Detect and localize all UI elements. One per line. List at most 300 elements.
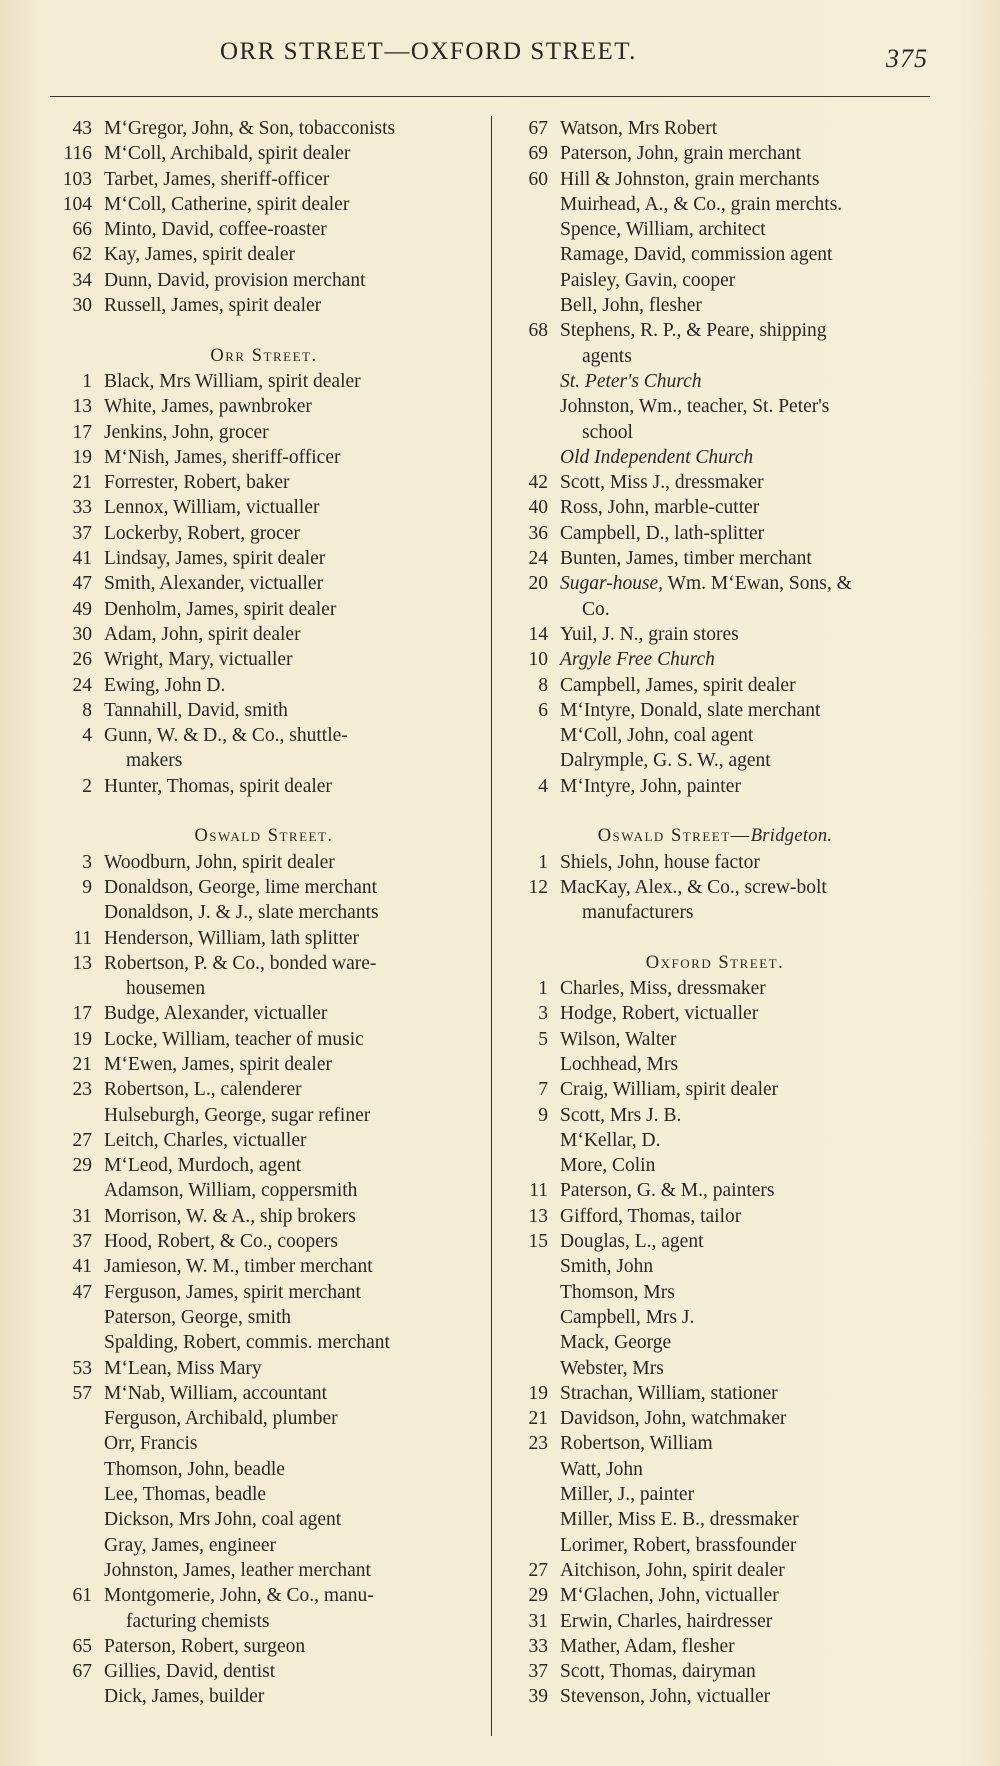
entry-text: Robertson, William	[560, 1433, 713, 1455]
entry-text: Paterson, John, grain merchant	[560, 143, 801, 165]
house-number: 40	[528, 497, 548, 519]
entry-text: M‘Leod, Murdoch, agent	[104, 1155, 302, 1177]
entry-text: M‘Kellar, D.	[560, 1129, 661, 1151]
street-heading	[500, 951, 930, 976]
entry-text: Thomson, John, beadle	[104, 1458, 285, 1480]
entry-text: Spalding, Robert, commis. merchant	[104, 1332, 390, 1354]
directory-entry	[500, 1507, 930, 1532]
entry-text: Denholm, James, spirit dealer	[104, 598, 337, 620]
house-number: 30	[72, 623, 92, 645]
directory-entry	[500, 1684, 930, 1709]
house-number: 34	[72, 269, 92, 291]
house-number: 21	[72, 472, 92, 494]
directory-entry	[44, 1431, 484, 1456]
house-number: 47	[72, 573, 92, 595]
house-number: 33	[72, 497, 92, 519]
house-number: 4	[538, 775, 548, 797]
entry-text: Scott, Miss J., dressmaker	[560, 472, 764, 494]
house-number: 27	[72, 1129, 92, 1151]
entry-text: Charles, Miss, dressmaker	[560, 978, 766, 1000]
directory-entry	[44, 1178, 484, 1203]
house-number: 65	[72, 1635, 92, 1657]
house-number: 13	[72, 396, 92, 418]
entry-text: Orr, Francis	[104, 1433, 198, 1455]
entry-text: Paisley, Gavin, cooper	[560, 269, 736, 291]
street-heading	[44, 824, 484, 849]
directory-entry	[500, 1280, 930, 1305]
house-number: 66	[72, 219, 92, 241]
directory-entry	[44, 116, 484, 141]
house-number: 67	[72, 1661, 92, 1683]
entry-text: M‘Glachen, John, victualler	[560, 1585, 779, 1607]
street-heading-text: Oxford Street.	[645, 952, 785, 973]
entry-text: Hood, Robert, & Co., coopers	[104, 1231, 338, 1253]
entry-text: Dickson, Mrs John, coal agent	[104, 1509, 342, 1531]
house-number: 11	[73, 927, 92, 949]
entry-text: Hill & Johnston, grain merchants	[560, 168, 820, 190]
header-rule	[50, 96, 930, 97]
entry-text: Aitchison, John, spirit dealer	[560, 1559, 785, 1581]
house-number: 14	[528, 623, 548, 645]
entry-text: Lochhead, Mrs	[560, 1053, 679, 1075]
directory-entry	[44, 495, 484, 520]
directory-entry	[44, 369, 484, 394]
entry-continuation	[500, 597, 930, 622]
entry-continuation	[44, 1609, 484, 1634]
entry-text: Ross, John, marble-cutter	[560, 497, 760, 519]
directory-entry	[44, 571, 484, 596]
entry-text: Campbell, James, spirit dealer	[560, 674, 796, 696]
directory-entry	[500, 1457, 930, 1482]
directory-entry	[44, 470, 484, 495]
entry-text: Bell, John, flesher	[560, 295, 702, 317]
directory-entry	[500, 167, 930, 192]
directory-entry	[44, 394, 484, 419]
entry-text: Ferguson, James, spirit merchant	[104, 1281, 361, 1303]
entry-text: Lindsay, James, spirit dealer	[104, 548, 326, 570]
entry-text: Gray, James, engineer	[104, 1534, 276, 1556]
entry-text: Budge, Alexander, victualler	[104, 1003, 328, 1025]
entry-text: Montgomerie, John, & Co., manu-	[104, 1585, 374, 1607]
entry-text: school	[582, 421, 633, 443]
house-number: 21	[528, 1408, 548, 1430]
entry-text: Ramage, David, commission agent	[560, 244, 833, 266]
directory-entry	[44, 1659, 484, 1684]
entry-text: Miller, Miss E. B., dressmaker	[560, 1509, 799, 1531]
entry-text: Wilson, Walter	[560, 1028, 677, 1050]
directory-entry	[44, 1684, 484, 1709]
house-number: 41	[72, 1256, 92, 1278]
house-number: 27	[528, 1559, 548, 1581]
house-number: 8	[538, 674, 548, 696]
directory-entry	[44, 1103, 484, 1128]
directory-entry	[500, 521, 930, 546]
entry-text: Mather, Adam, flesher	[560, 1635, 735, 1657]
entry-text: Hunter, Thomas, spirit dealer	[104, 775, 332, 797]
house-number: 57	[72, 1382, 92, 1404]
entry-text: manufacturers	[582, 902, 694, 924]
directory-entry	[500, 1052, 930, 1077]
blank-line	[500, 926, 930, 951]
directory-entry	[44, 268, 484, 293]
entry-continuation	[500, 344, 930, 369]
entry-text: Robertson, P. & Co., bonded ware-	[104, 952, 377, 974]
directory-entry	[500, 495, 930, 520]
directory-entry	[44, 1381, 484, 1406]
entry-text: Ferguson, Archibald, plumber	[104, 1408, 338, 1430]
house-number: 23	[72, 1079, 92, 1101]
entry-text: Miller, J., painter	[560, 1484, 695, 1506]
directory-entry	[500, 1229, 930, 1254]
entry-text: Adamson, William, coppersmith	[104, 1180, 358, 1202]
directory-entry	[500, 192, 930, 217]
directory-entry	[500, 1254, 930, 1279]
house-number: 31	[72, 1205, 92, 1227]
house-number: 29	[528, 1585, 548, 1607]
house-number: 9	[82, 876, 92, 898]
entry-text: Black, Mrs William, spirit dealer	[104, 370, 361, 392]
house-number: 39	[528, 1686, 548, 1708]
entry-text: agents	[582, 345, 632, 367]
house-number: 43	[72, 118, 92, 139]
directory-entry	[500, 217, 930, 242]
house-number: 33	[528, 1635, 548, 1657]
entry-text: St. Peter's Church	[560, 370, 702, 392]
house-number: 19	[72, 446, 92, 468]
house-number: 20	[528, 573, 548, 595]
house-number: 8	[82, 699, 92, 721]
house-number: 19	[528, 1382, 548, 1404]
directory-entry	[44, 1229, 484, 1254]
directory-entry	[500, 723, 930, 748]
entry-text: Erwin, Charles, hairdresser	[560, 1610, 773, 1632]
directory-entry	[44, 1406, 484, 1431]
directory-entry	[500, 470, 930, 495]
house-number: 30	[72, 295, 92, 317]
entry-text: Argyle Free Church	[560, 649, 715, 671]
entry-text: Gunn, W. & D., & Co., shuttle-	[104, 725, 348, 747]
entry-text: Wright, Mary, victualler	[104, 649, 293, 671]
entry-text: Johnston, James, leather merchant	[104, 1559, 371, 1581]
entry-text: Lockerby, Robert, grocer	[104, 522, 300, 544]
house-number: 19	[72, 1028, 92, 1050]
house-number: 47	[72, 1281, 92, 1303]
directory-entry	[500, 1533, 930, 1558]
house-number: 17	[72, 1003, 92, 1025]
house-number: 17	[72, 421, 92, 443]
entry-text: Gillies, David, dentist	[104, 1661, 276, 1683]
entry-continuation	[500, 420, 930, 445]
entry-text: M‘Lean, Miss Mary	[104, 1357, 262, 1379]
house-number: 37	[72, 522, 92, 544]
house-number: 4	[82, 725, 92, 747]
page-header	[0, 38, 1000, 82]
entry-text: Hulseburgh, George, sugar refiner	[104, 1104, 371, 1126]
directory-entry	[44, 192, 484, 217]
directory-entry	[500, 875, 930, 900]
directory-entry	[500, 1431, 930, 1456]
directory-entry	[44, 875, 484, 900]
directory-entry	[500, 647, 930, 672]
directory-entry	[500, 1558, 930, 1583]
house-number: 67	[528, 118, 548, 139]
house-number: 37	[528, 1661, 548, 1683]
house-number: 103	[62, 168, 92, 190]
entry-text: Muirhead, A., & Co., grain merchts.	[560, 193, 843, 215]
directory-entry	[44, 951, 484, 976]
entry-text: Woodburn, John, spirit dealer	[104, 851, 335, 873]
entry-text: Tannahill, David, smith	[104, 699, 288, 721]
directory-entry	[500, 1103, 930, 1128]
entry-text: Watson, Mrs Robert	[560, 118, 718, 139]
entry-text: Jenkins, John, grocer	[104, 421, 269, 443]
entry-text: Henderson, William, lath splitter	[104, 927, 360, 949]
entry-text: Russell, James, spirit dealer	[104, 295, 322, 317]
directory-entry	[44, 1583, 484, 1608]
entry-text: M‘Coll, Catherine, spirit dealer	[104, 193, 350, 215]
directory-entry	[44, 723, 484, 748]
house-number: 24	[72, 674, 92, 696]
blank-line	[44, 799, 484, 824]
house-number: 53	[72, 1357, 92, 1379]
directory-entry	[44, 850, 484, 875]
house-number: 68	[528, 320, 548, 342]
directory-entry	[44, 167, 484, 192]
directory-entry	[500, 1634, 930, 1659]
directory-entry	[500, 141, 930, 166]
directory-entry	[500, 1356, 930, 1381]
directory-entry	[500, 268, 930, 293]
directory-entry	[44, 774, 484, 799]
street-heading-text: Orr Street.	[210, 345, 318, 366]
entry-text: housemen	[126, 978, 206, 1000]
street-heading-subtitle: Bridgeton.	[750, 826, 833, 847]
directory-entry	[44, 1305, 484, 1330]
entry-text: Webster, Mrs	[560, 1357, 664, 1379]
entry-text: Robertson, L., calenderer	[104, 1079, 302, 1101]
entry-text: Thomson, Mrs	[560, 1281, 675, 1303]
entry-continuation	[44, 748, 484, 773]
house-number: 21	[72, 1053, 92, 1075]
entry-text: Shiels, John, house factor	[560, 851, 760, 873]
entry-text: M‘Intyre, Donald, slate merchant	[560, 699, 821, 721]
directory-entry	[44, 1634, 484, 1659]
house-number: 36	[528, 522, 548, 544]
entry-text: makers	[126, 750, 183, 772]
entry-text: Sugar-house, Wm. M‘Ewan, Sons, &	[560, 573, 852, 595]
directory-entry	[500, 1330, 930, 1355]
entry-text: M‘Intyre, John, painter	[560, 775, 741, 797]
directory-entry	[500, 1305, 930, 1330]
house-number: 49	[72, 598, 92, 620]
house-number: 31	[528, 1610, 548, 1632]
house-number: 13	[72, 952, 92, 974]
entry-text: Lennox, William, victualler	[104, 497, 320, 519]
entry-text: M‘Nab, William, accountant	[104, 1382, 328, 1404]
directory-entry	[500, 116, 930, 141]
directory-entry	[500, 1583, 930, 1608]
directory-entry	[44, 1052, 484, 1077]
house-number: 10	[528, 649, 548, 671]
house-number: 61	[72, 1585, 92, 1607]
entry-text: Yuil, J. N., grain stores	[560, 623, 739, 645]
entry-text: More, Colin	[560, 1155, 656, 1177]
directory-entry	[500, 1077, 930, 1102]
directory-entry	[44, 1153, 484, 1178]
entry-text: Leitch, Charles, victualler	[104, 1129, 307, 1151]
house-number: 104	[62, 193, 92, 215]
entry-text: Lorimer, Robert, brassfounder	[560, 1534, 797, 1556]
house-number: 3	[538, 1003, 548, 1025]
directory-entry	[44, 900, 484, 925]
entry-text: Spence, William, architect	[560, 219, 766, 241]
house-number: 60	[528, 168, 548, 190]
street-heading-text: Oswald Street—	[597, 826, 751, 847]
entry-text: Smith, Alexander, victualler	[104, 573, 324, 595]
entry-text: Johnston, Wm., teacher, St. Peter's	[560, 396, 830, 418]
directory-entry	[500, 445, 930, 470]
directory-entry	[500, 293, 930, 318]
entry-text: Stevenson, John, victualler	[560, 1686, 771, 1708]
directory-entry	[44, 622, 484, 647]
directory-entry	[44, 217, 484, 242]
directory-entry	[44, 1482, 484, 1507]
house-number: 62	[72, 244, 92, 266]
entry-text: Paterson, George, smith	[104, 1306, 292, 1328]
entry-text: Douglas, L., agent	[560, 1231, 704, 1253]
directory-entry	[44, 445, 484, 470]
entry-text: Locke, William, teacher of music	[104, 1028, 364, 1050]
directory-entry	[500, 1406, 930, 1431]
directory-entry	[500, 1178, 930, 1203]
entry-text: MacKay, Alex., & Co., screw-bolt	[560, 876, 827, 898]
entry-text: M‘Coll, Archibald, spirit dealer	[104, 143, 351, 165]
house-number: 11	[529, 1180, 548, 1202]
directory-entry	[500, 1153, 930, 1178]
directory-entry	[44, 1128, 484, 1153]
entry-text: Dalrymple, G. S. W., agent	[560, 750, 771, 772]
house-number: 12	[528, 876, 548, 898]
directory-entry	[44, 1558, 484, 1583]
blank-line	[44, 318, 484, 343]
house-number: 116	[63, 143, 92, 165]
entry-text: Donaldson, George, lime merchant	[104, 876, 378, 898]
left-column	[44, 116, 484, 1710]
entry-text: Stephens, R. P., & Peare, shipping	[560, 320, 827, 342]
entry-text: Ewing, John D.	[104, 674, 226, 696]
entry-text: Dick, James, builder	[104, 1686, 265, 1708]
directory-entry	[44, 546, 484, 571]
entry-text: Craig, William, spirit dealer	[560, 1079, 779, 1101]
entry-text: Hodge, Robert, victualler	[560, 1003, 759, 1025]
street-heading-text: Oswald Street.	[194, 826, 334, 847]
entry-text: Davidson, John, watchmaker	[560, 1408, 787, 1430]
directory-entry	[500, 622, 930, 647]
house-number: 24	[528, 548, 548, 570]
directory-entry	[500, 369, 930, 394]
entry-continuation	[44, 976, 484, 1001]
house-number: 23	[528, 1433, 548, 1455]
entry-text: Mack, George	[560, 1332, 672, 1354]
entry-text: Donaldson, J. & J., slate merchants	[104, 902, 379, 924]
directory-entry	[500, 1001, 930, 1026]
entry-text: Morrison, W. & A., ship brokers	[104, 1205, 356, 1227]
entry-text: Bunten, James, timber merchant	[560, 548, 812, 570]
directory-entry	[44, 597, 484, 622]
entry-text: Kay, James, spirit dealer	[104, 244, 295, 266]
directory-entry	[44, 673, 484, 698]
house-number: 7	[538, 1079, 548, 1101]
directory-entry	[44, 1204, 484, 1229]
directory-entry	[500, 1027, 930, 1052]
entry-text: Forrester, Robert, baker	[104, 472, 290, 494]
directory-entry	[500, 571, 930, 596]
directory-entry	[500, 976, 930, 1001]
directory-entry	[44, 1533, 484, 1558]
entry-continuation	[500, 900, 930, 925]
street-heading	[500, 824, 930, 849]
house-number: 3	[82, 851, 92, 873]
entry-text: facturing chemists	[126, 1610, 270, 1632]
directory-entry	[44, 1280, 484, 1305]
directory-entry	[500, 850, 930, 875]
directory-entry	[44, 1254, 484, 1279]
street-heading	[44, 344, 484, 369]
directory-entry	[44, 141, 484, 166]
entry-text: M‘Ewen, James, spirit dealer	[104, 1053, 332, 1075]
house-number: 13	[528, 1205, 548, 1227]
entry-text: Watt, John	[560, 1458, 643, 1480]
directory-entry	[500, 1128, 930, 1153]
entry-text: M‘Gregor, John, & Son, tobacconists	[104, 118, 396, 139]
directory-entry	[44, 1507, 484, 1532]
entry-text: Campbell, Mrs J.	[560, 1306, 695, 1328]
house-number: 5	[538, 1028, 548, 1050]
directory-entry	[500, 318, 930, 343]
entry-text: Paterson, Robert, surgeon	[104, 1635, 306, 1657]
directory-entry	[44, 521, 484, 546]
directory-entry	[500, 698, 930, 723]
entry-text: Paterson, G. & M., painters	[560, 1180, 775, 1202]
directory-entry	[44, 1457, 484, 1482]
entry-text: Lee, Thomas, beadle	[104, 1484, 267, 1506]
house-number: 37	[72, 1231, 92, 1253]
house-number: 1	[538, 851, 548, 873]
entry-text: Tarbet, James, sheriff-officer	[104, 168, 330, 190]
directory-entry	[500, 1482, 930, 1507]
directory-entry	[44, 1356, 484, 1381]
entry-text: Scott, Thomas, dairyman	[560, 1661, 756, 1683]
house-number: 1	[82, 370, 92, 392]
directory-entry	[44, 1330, 484, 1355]
directory-entry	[44, 647, 484, 672]
directory-entry	[500, 242, 930, 267]
directory-entry	[500, 394, 930, 419]
entry-text: Adam, John, spirit dealer	[104, 623, 301, 645]
house-number: 15	[528, 1231, 548, 1253]
directory-entry	[500, 1381, 930, 1406]
entry-text: Dunn, David, provision merchant	[104, 269, 366, 291]
directory-entry	[44, 1001, 484, 1026]
entry-text: Co.	[582, 598, 610, 620]
entry-text: White, James, pawnbroker	[104, 396, 312, 418]
directory-entry	[500, 1659, 930, 1684]
directory-entry	[500, 546, 930, 571]
entry-text: Campbell, D., lath-splitter	[560, 522, 765, 544]
house-number: 26	[72, 649, 92, 671]
directory-entry	[500, 1609, 930, 1634]
entry-text: Minto, David, coffee-roaster	[104, 219, 327, 241]
